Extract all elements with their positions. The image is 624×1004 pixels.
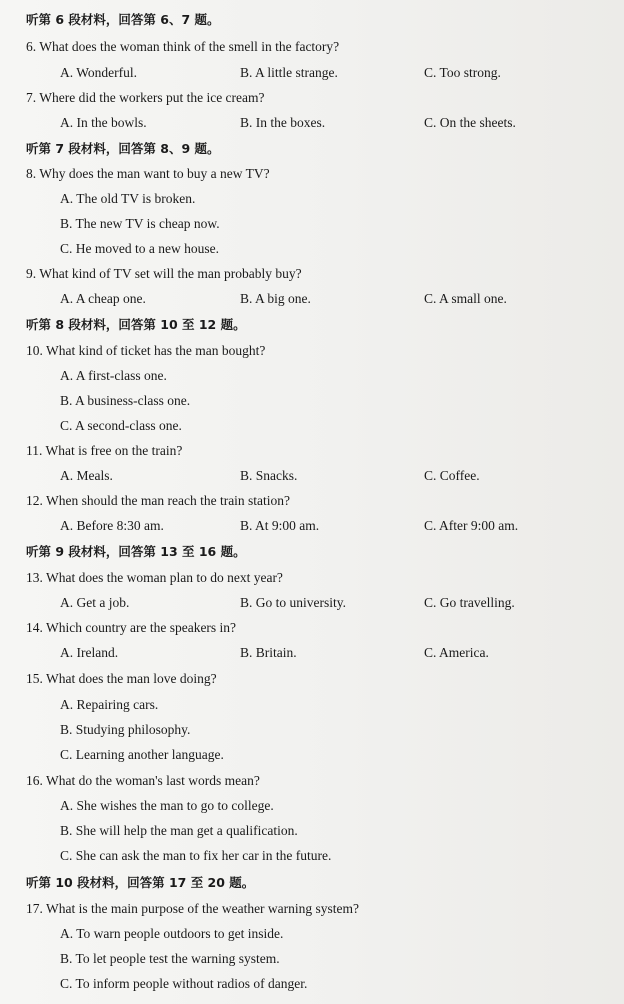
option-6b: B. A little strange. [240,65,338,80]
question-7: 7. Where did the workers put the ice cream? [26,90,265,105]
option-17a: A. To warn people outdoors to get inside. [60,926,284,941]
question-16: 16. What do the woman's last words mean? [26,773,260,788]
option-12c: C. After 9:00 am. [424,518,519,533]
question-12: 12. When should the man reach the train station? [26,493,291,508]
question-10: 10. What kind of ticket has the man bought? [26,343,266,358]
option-17c: C. To inform people without radios of danger. [60,976,308,991]
option-13a: A. Get a job. [60,595,130,610]
option-8b: B. The new TV is cheap now. [60,216,220,231]
option-16c: C. She can ask the man to fix her car in the future. [60,848,332,863]
option-10c: C. A second-class one. [60,418,182,433]
option-6a: A. Wonderful. [60,65,138,80]
section-heading-7: 听第 7 段材料，回答第 8、9 题。 [26,141,220,156]
option-7b: B. In the boxes. [240,115,326,130]
question-13: 13. What does the woman plan to do next year? [26,570,283,585]
option-11b: B. Snacks. [240,468,298,483]
question-9: 9. What kind of TV set will the man probably buy? [26,266,302,281]
option-11c: C. Coffee. [424,468,480,483]
question-8: 8. Why does the man want to buy a new TV? [26,166,270,181]
option-15b: B. Studying philosophy. [60,722,191,737]
option-8a: A. The old TV is broken. [60,191,196,206]
option-11a: A. Meals. [60,468,113,483]
option-14c: C. America. [424,645,489,660]
section-heading-10: 听第 10 段材料，回答第 17 至 20 题。 [26,875,255,890]
question-11: 11. What is free on the train? [26,443,183,458]
option-16a: A. She wishes the man to go to college. [60,798,274,813]
option-13c: C. Go travelling. [424,595,515,610]
option-14b: B. Britain. [240,645,297,660]
option-7c: C. On the sheets. [424,115,516,130]
option-9b: B. A big one. [240,291,311,306]
question-14: 14. Which country are the speakers in? [26,620,237,635]
option-12a: A. Before 8:30 am. [60,518,164,533]
option-10b: B. A business-class one. [60,393,191,408]
option-9a: A. A cheap one. [60,291,146,306]
option-15c: C. Learning another language. [60,747,224,762]
option-13b: B. Go to university. [240,595,346,610]
option-6c: C. Too strong. [424,65,501,80]
section-heading-6: 听第 6 段材料，回答第 6、7 题。 [26,12,220,27]
option-9c: C. A small one. [424,291,507,306]
question-15: 15. What does the man love doing? [26,671,217,686]
option-14a: A. Ireland. [60,645,119,660]
option-17b: B. To let people test the warning system. [60,951,280,966]
option-15a: A. Repairing cars. [60,697,159,712]
option-10a: A. A first-class one. [60,368,167,383]
section-heading-8: 听第 8 段材料，回答第 10 至 12 题。 [26,317,246,332]
option-7a: A. In the bowls. [60,115,147,130]
question-17: 17. What is the main purpose of the weather warning system? [26,901,360,916]
option-16b: B. She will help the man get a qualification. [60,823,298,838]
section-heading-9: 听第 9 段材料，回答第 13 至 16 题。 [26,544,246,559]
option-12b: B. At 9:00 am. [240,518,320,533]
question-6: 6. What does the woman think of the smell in the factory? [26,39,340,54]
option-8c: C. He moved to a new house. [60,241,219,256]
